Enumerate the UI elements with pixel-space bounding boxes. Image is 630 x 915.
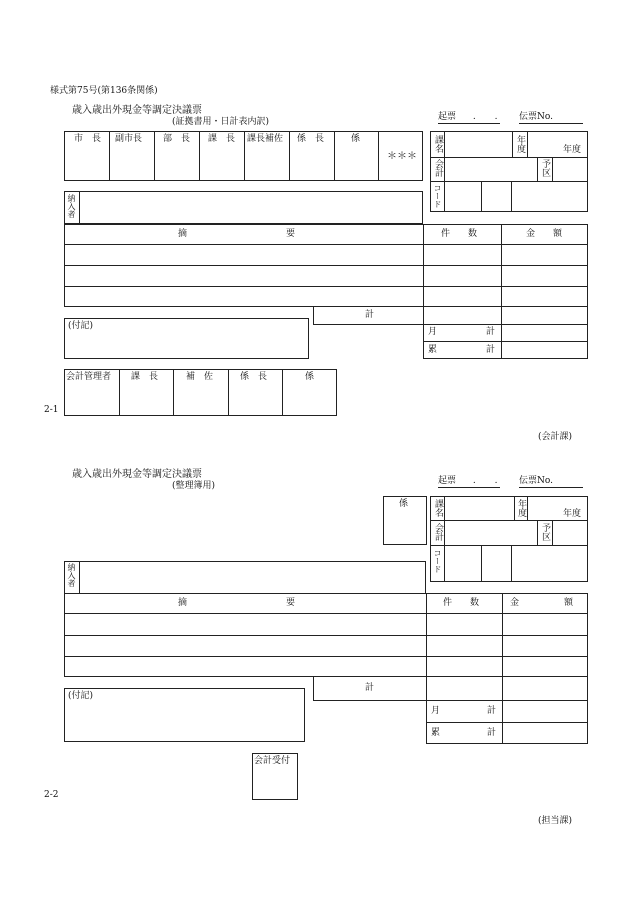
- kensu-header-2: 件 数: [443, 598, 480, 608]
- sheet2-kihyo: 起票 . .: [438, 476, 506, 486]
- form-label: 様式第75号(第136条関係): [50, 86, 158, 96]
- sheet2-note-box: [64, 688, 305, 742]
- kingaku-header: 金 額: [526, 229, 563, 239]
- kaikei-manager: 会計管理者: [66, 372, 112, 382]
- uketsuke-label: 会計受付: [254, 756, 291, 766]
- approver-mayor: 市 長: [74, 134, 102, 144]
- monthly-label: 月: [428, 327, 438, 337]
- yoku-label: 予区: [540, 159, 550, 177]
- cumulative-label: 累: [428, 345, 438, 355]
- kamei-label: 課名: [433, 135, 443, 153]
- cumulative-total-2: 計: [487, 728, 497, 738]
- sheet2-subtitle: (整理簿用): [172, 481, 216, 491]
- total-label-2: 計: [365, 683, 375, 693]
- sheet1-denpyo: 伝票No.: [519, 113, 583, 124]
- kaikei-label: 会計: [433, 159, 443, 177]
- kaikei-deputy: 補 佐: [186, 372, 214, 382]
- kensu-header: 件 数: [441, 229, 478, 239]
- sheet2-id: 2-2: [44, 790, 59, 800]
- approver-subsection-chief: 係 長: [297, 134, 325, 144]
- payer-label-2: 納入者: [67, 563, 76, 587]
- kakari-label: 係: [399, 499, 409, 509]
- total-label: 計: [365, 310, 375, 320]
- approver-vice-mayor: 副市長: [115, 134, 143, 144]
- code-label: コード: [433, 184, 442, 208]
- sheet1-title: 歳入歳出外現金等調定決議票: [72, 105, 202, 116]
- sheet2-denpyo: 伝票No.: [519, 477, 583, 488]
- cumulative-label-2: 累: [431, 728, 441, 738]
- code-label-2: コード: [433, 549, 442, 573]
- kihyo-label: 起票: [438, 112, 457, 122]
- kingaku-header-2: 金 額: [510, 598, 574, 608]
- nendo-label-2: 年度: [516, 499, 526, 517]
- monthly-total: 計: [486, 327, 496, 337]
- sheet1-kihyo: [438, 112, 506, 124]
- payer-label: 納入者: [67, 194, 76, 218]
- sheet2-title: 歳入歳出外現金等調定決議票: [72, 469, 202, 480]
- kihyo-date: . .: [472, 112, 506, 122]
- approver-deputy: 課長補佐: [247, 134, 284, 144]
- sheet1-note-box: [64, 318, 309, 359]
- kamei-label-2: 課名: [433, 499, 443, 517]
- nendo-value: 年度: [563, 145, 582, 155]
- sheet1-code-box: [430, 131, 588, 212]
- tekiyo-header-2: 摘 要: [178, 598, 296, 608]
- approver-director: 部 長: [163, 134, 191, 144]
- note-label: (付記): [68, 321, 94, 331]
- approver-section-chief: 課 長: [208, 134, 236, 144]
- sheet1-footer: (会計課): [538, 432, 573, 442]
- note-label-2: (付記): [68, 691, 94, 701]
- sheet1-id: 2-1: [44, 405, 59, 415]
- approver-staff: 係: [351, 134, 361, 144]
- yoku-label-2: 予区: [540, 523, 550, 541]
- sheet2-footer: (担当課): [538, 816, 573, 826]
- stars: ＊＊＊: [387, 151, 417, 162]
- sheet1-subtitle: (証拠書用・日計表内訳): [172, 117, 270, 127]
- cumulative-total: 計: [486, 345, 496, 355]
- nendo-label: 年度: [515, 135, 525, 153]
- sheet1-payer-box: [64, 191, 423, 224]
- monthly-total-2: 計: [487, 706, 497, 716]
- kaikei-section-chief: 課 長: [131, 372, 159, 382]
- monthly-label-2: 月: [431, 706, 441, 716]
- kaikei-label-2: 会計: [433, 523, 443, 541]
- sheet2-payer-box: [64, 561, 426, 594]
- tekiyo-header: 摘 要: [178, 229, 296, 239]
- nendo-value-2: 年度: [563, 509, 582, 519]
- kaikei-staff: 係: [305, 372, 315, 382]
- kaikei-subsection-chief: 係 長: [240, 372, 268, 382]
